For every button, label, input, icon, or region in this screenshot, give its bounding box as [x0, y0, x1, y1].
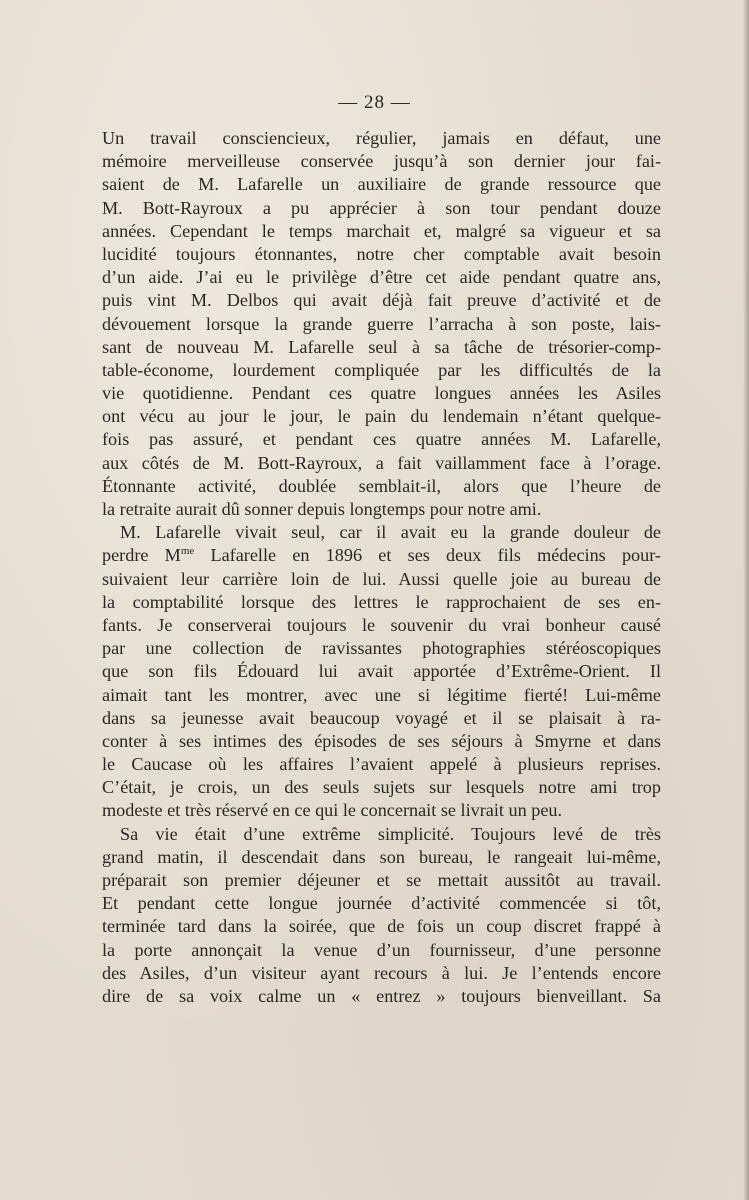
text-line: table-économe, lourdement compliquée par les difficultés de la [102, 359, 661, 380]
text-line: le Caucase où les affaires l’avaient appelé à plusieurs reprises. [102, 754, 661, 775]
text-line: ont vécu au jour le jour, le pain du lendemain n’étant quelque- [102, 406, 661, 427]
text-line: dévouement lorsque la grande guerre l’arracha à son poste, lais- [102, 313, 661, 334]
text-line: la retraite aurait dû sonner depuis longtemps pour notre ami. [102, 499, 542, 519]
text-line: terminée tard dans la soirée, que de fois un coup discret frappé à [102, 916, 661, 937]
text-line: que son fils Édouard lui avait apportée d’Extrême-Orient. Il [102, 661, 661, 682]
text-line-with-superscript [102, 544, 661, 567]
text-line: suivaient leur carrière loin de lui. Aussi quelle joie au bureau de [102, 568, 661, 589]
text-line: C’était, je crois, un des seuls sujets sur lesquels notre ami trop [102, 777, 661, 798]
text-line: M. Bott-Rayroux a pu apprécier à son tour pendant douze [102, 197, 661, 218]
text-line: aimait tant les montrer, avec une si légitime fierté! Lui-même [102, 684, 661, 705]
page-edge-shadow [743, 0, 749, 1200]
text-line: fois pas assuré, et pendant ces quatre années M. Lafarelle, [102, 429, 661, 450]
text-line: grand matin, il descendait dans son bureau, le rangeait lui-même, [102, 846, 661, 867]
text-fragment: perdre M [102, 545, 181, 566]
paragraph-1 [102, 127, 661, 521]
paragraph-3 [102, 823, 661, 1009]
text-line: conter à ses intimes des épisodes de ses séjours à Smyrne et dans [102, 730, 661, 751]
text-line: Étonnante activité, doublée semblait-il, alors que l’heure de [102, 475, 661, 496]
text-line: Sa vie était d’une extrême simplicité. Toujours levé de très [120, 823, 661, 844]
text-line: aux côtés de M. Bott-Rayroux, a fait vaillamment face à l’orage. [102, 452, 661, 473]
text-line: M. Lafarelle vivait seul, car il avait eu la grande douleur de [120, 522, 661, 543]
text-line: puis vint M. Delbos qui avait déjà fait preuve d’activité et de [102, 290, 661, 311]
body-text [102, 127, 661, 1008]
text-fragment: Lafarelle en 1896 et ses deux fils médecins pour- [194, 545, 661, 566]
text-line: modeste et très réservé en ce qui le concernait se livrait un peu. [102, 800, 563, 821]
text-line: la porte annonçait la venue d’un fournisseur, d’une personne [102, 939, 661, 960]
text-line: des Asiles, d’un visiteur ayant recours à lui. Je l’entends encore [102, 962, 661, 983]
text-line: saient de M. Lafarelle un auxiliaire de grande ressource que [102, 174, 661, 195]
text-line: sant de nouveau M. Lafarelle seul à sa tâche de trésorier-comp- [102, 336, 661, 357]
superscript: me [180, 545, 195, 558]
text-line: d’un aide. J’ai eu le privilège d’être cet aide pendant quatre ans, [102, 267, 661, 288]
text-line: fants. Je conserverai toujours le souvenir du vrai bonheur causé [102, 614, 661, 635]
text-line: par une collection de ravissantes photographies stéréoscopiques [102, 638, 661, 659]
text-line: la comptabilité lorsque des lettres le rapprochaient de ses en- [102, 591, 661, 612]
text-line: Et pendant cette longue journée d’activité commencée si tôt, [102, 893, 661, 914]
text-line: préparait son premier déjeuner et se mettait aussitôt au travail. [102, 870, 661, 890]
text-line: Un travail consciencieux, régulier, jamais en défaut, une [102, 128, 661, 148]
paragraph-2 [102, 521, 661, 822]
text-line: dans sa jeunesse avait beaucoup voyagé et il se plaisait à ra- [102, 707, 661, 728]
text-line: mémoire merveilleuse conservée jusqu’à son dernier jour fai- [102, 151, 661, 172]
page-number: — 28 — [338, 92, 411, 113]
text-line: années. Cependant le temps marchait et, malgré sa vigueur et sa [102, 220, 661, 241]
text-line: dire de sa voix calme un « entrez » toujours bienveillant. Sa [102, 985, 661, 1006]
text-line: lucidité toujours étonnantes, notre cher comptable avait besoin [102, 243, 661, 264]
text-line: vie quotidienne. Pendant ces quatre longues années les Asiles [102, 383, 661, 404]
